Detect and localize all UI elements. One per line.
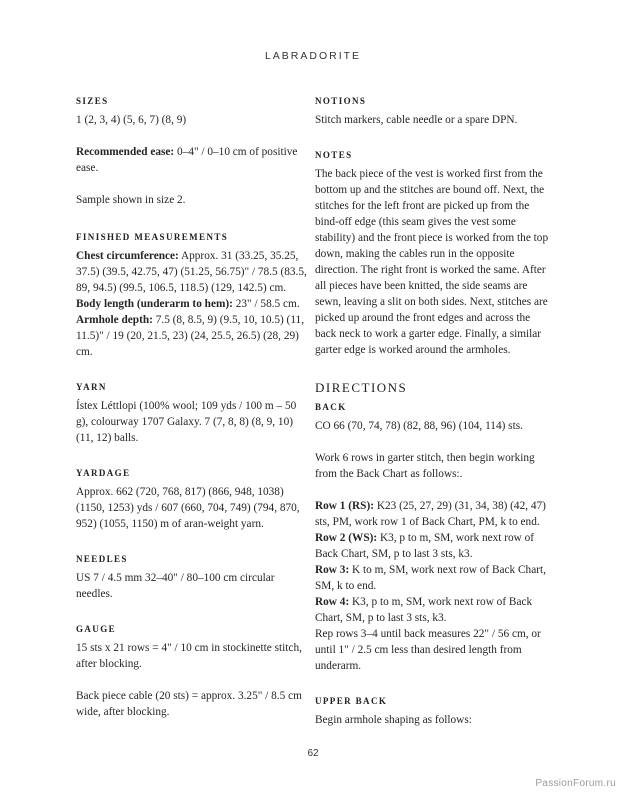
upper-back-heading: UPPER BACK bbox=[315, 696, 388, 706]
ease-paragraph bbox=[76, 144, 311, 176]
row3-text: K to m, SM, work next row of Back Chart, SM, k to end. bbox=[315, 564, 546, 592]
watermark: PassionForum.ru bbox=[535, 778, 616, 789]
row1-paragraph bbox=[315, 498, 550, 530]
row3-paragraph bbox=[315, 562, 550, 594]
notions-text: Stitch markers, cable needle or a spare DPN. bbox=[315, 114, 518, 126]
chest-text: Approx. 31 (33.25, 35.25, 37.5) (39.5, 42.75, 47) (51.25, 56.75)" / 78.5 (83.5, 89, 94.5) (99.5, 106.5, 118.5) (129, 142.5) cm. bbox=[76, 250, 307, 294]
sizes-heading: SIZES bbox=[76, 96, 109, 106]
finished-heading: FINISHED MEASUREMENTS bbox=[76, 232, 229, 242]
ease-label: Recommended ease: bbox=[76, 146, 175, 158]
needles-text: US 7 / 4.5 mm 32–40" / 80–100 cm circular needles. bbox=[76, 572, 275, 600]
row1-label: Row 1 (RS): bbox=[315, 500, 374, 512]
cable-gauge-text: Back piece cable (20 sts) = approx. 3.25" / 8.5 cm wide, after blocking. bbox=[76, 690, 302, 718]
ease-text: 0–4" / 0–10 cm of positive ease. bbox=[76, 146, 298, 174]
armhole-text: 7.5 (8, 8.5, 9) (9.5, 10, 10.5) (11, 11.5)" / 19 (20, 21.5, 23) (24, 25.5, 26.5) (28, 29) cm. bbox=[76, 314, 305, 358]
chest-label: Chest circumference: bbox=[76, 250, 179, 262]
chest-paragraph bbox=[76, 248, 311, 296]
notions-heading: NOTIONS bbox=[315, 96, 367, 106]
right-column bbox=[315, 96, 550, 728]
garter-text: Work 6 rows in garter stitch, then begin working from the Back Chart as follows:. bbox=[315, 452, 535, 480]
row1-text: K23 (25, 27, 29) (31, 34, 38) (42, 47) sts, PM, work row 1 of Back Chart, PM, k to end. bbox=[315, 500, 546, 528]
sample-size: Sample shown in size 2. bbox=[76, 194, 186, 206]
sizes-list: 1 (2, 3, 4) (5, 6, 7) (8, 9) bbox=[76, 114, 187, 126]
yardage-heading: YARDAGE bbox=[76, 468, 131, 478]
body-length-paragraph bbox=[76, 296, 311, 312]
cast-on-text: CO 66 (70, 74, 78) (82, 88, 96) (104, 114) sts. bbox=[315, 420, 523, 432]
notes-heading: NOTES bbox=[315, 150, 353, 160]
notes-text: The back piece of the vest is worked first from the bottom up and the stitches are bound off. Next, the stitches for the left front are picked up from the bind-off edge (this seam gives the vest some stability) and the front piece is worked from the top down, making the cables run in the opposite direction. The right front is worked the same. After all pieces have been knitted, the side seams are sewn, leaving a slit on both sides. Next, stitches are picked up around the front edges and across the back neck to work a garter edge. Finally, a similar garter edge is worked around the armholes. bbox=[315, 168, 549, 356]
back-heading: BACK bbox=[315, 402, 347, 412]
yarn-text: Ístex Léttlopi (100% wool; 109 yds / 100 m – 50 g), colourway 1707 Galaxy. 7 (7, 8, 8) (8, 9, 10) (11, 12) balls. bbox=[76, 400, 297, 444]
page-number: 62 bbox=[307, 748, 319, 759]
left-column bbox=[76, 96, 311, 720]
row2-label: Row 2 (WS): bbox=[315, 532, 378, 544]
body-length-label: Body length (underarm to hem): bbox=[76, 298, 233, 310]
yarn-heading: YARN bbox=[76, 382, 107, 392]
armhole-label: Armhole depth: bbox=[76, 314, 153, 326]
directions-title: DIRECTIONS bbox=[315, 380, 408, 395]
row4-label: Row 4: bbox=[315, 596, 350, 608]
needles-heading: NEEDLES bbox=[76, 554, 128, 564]
yardage-text: Approx. 662 (720, 768, 817) (866, 948, 1038) (1150, 1253) yds / 607 (660, 704, 749) (794, 870, 952) (1055, 1150) m of aran-weight yarn. bbox=[76, 486, 300, 530]
armhole-paragraph bbox=[76, 312, 311, 360]
body-length-text: 23" / 58.5 cm. bbox=[232, 298, 300, 310]
row4-paragraph bbox=[315, 594, 550, 626]
gauge-heading: GAUGE bbox=[76, 624, 117, 634]
repeat-text: Rep rows 3–4 until back measures 22" / 56 cm, or until 1" / 2.5 cm less than desired length from underarm. bbox=[315, 628, 541, 672]
running-header: LABRADORITE bbox=[264, 50, 362, 62]
row2-text: K3, p to m, SM, work next row of Back Chart, SM, p to last 3 sts, k3. bbox=[315, 532, 535, 560]
gauge-text: 15 sts x 21 rows = 4" / 10 cm in stockinette stitch, after blocking. bbox=[76, 642, 302, 670]
row2-paragraph bbox=[315, 530, 550, 562]
upper-back-text: Begin armhole shaping as follows: bbox=[315, 714, 472, 726]
row4-text: K3, p to m, SM, work next row of Back Chart, SM, p to last 3 sts, k3. bbox=[315, 596, 533, 624]
row3-label: Row 3: bbox=[315, 564, 350, 576]
